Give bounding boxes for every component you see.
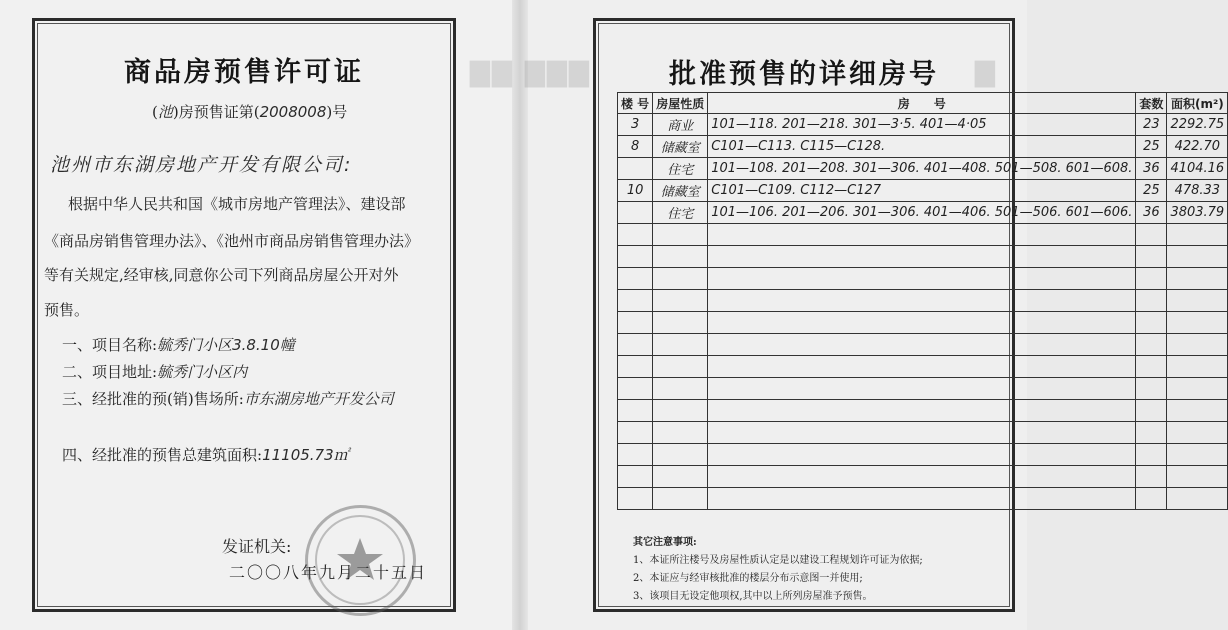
col-count: 套数 [1136,93,1167,114]
details-title: 批准预售的详细房号 [669,59,939,90]
empty-cell [708,312,1136,334]
col-area: 面积(m²) [1167,93,1228,114]
cell-building: 10 [618,180,653,202]
cell-type: 储藏室 [653,180,708,202]
empty-cell [1167,312,1228,334]
col-building: 楼 号 [618,93,653,114]
empty-cell [618,488,653,510]
table-header-row [618,93,1228,114]
body-line: 等有关规定,经审核,同意你公司下列商品房屋公开对外 [44,266,399,284]
empty-cell [1136,312,1167,334]
cell-area: 478.33 [1167,180,1228,202]
empty-cell [1136,224,1167,246]
table-row-empty [618,488,1228,510]
empty-cell [618,444,653,466]
empty-cell [653,312,708,334]
table-row-empty [618,334,1228,356]
cell-count: 25 [1136,180,1167,202]
empty-cell [708,246,1136,268]
cell-count: 36 [1136,202,1167,224]
empty-cell [1167,488,1228,510]
empty-cell [1136,444,1167,466]
empty-cell [1136,466,1167,488]
empty-cell [653,444,708,466]
table-row-empty [618,224,1228,246]
empty-cell [1136,268,1167,290]
empty-cell [708,444,1136,466]
notes-block [633,534,923,606]
seal-star-icon [308,508,413,613]
cell-rooms: C101—C109. C112—C127 [708,180,1136,202]
empty-cell [1136,488,1167,510]
empty-cell [708,224,1136,246]
cell-building: 3 [618,114,653,136]
cell-type: 住宅 [653,202,708,224]
certificate-number: (池)房预售证第(2008008)号 [152,103,348,121]
certificate-title: 商品房预售许可证 [124,57,364,88]
cell-count: 23 [1136,114,1167,136]
cell-area: 422.70 [1167,136,1228,158]
cell-rooms: 101—106. 201—206. 301—306. 401—406. 501—506. 601—606. [708,202,1136,224]
table-row-empty [618,268,1228,290]
empty-cell [708,466,1136,488]
table-row-empty [618,356,1228,378]
table-row-empty [618,290,1228,312]
body-line: 《商品房销售管理办法》、《池州市商品房销售管理办法》 [44,232,420,250]
table-row-empty [618,466,1228,488]
empty-cell [618,400,653,422]
item-project-address: 二、项目地址:毓秀门小区内 [62,363,248,381]
note-item: 3、该项目无设定他项权,其中以上所列房屋准予预售。 [633,591,873,602]
empty-cell [708,334,1136,356]
empty-cell [653,224,708,246]
empty-cell [618,466,653,488]
empty-cell [1167,268,1228,290]
empty-cell [618,356,653,378]
cell-area: 2292.75 [1167,114,1228,136]
cell-type: 储藏室 [653,136,708,158]
issue-date: 二〇〇八年九月二十五日 [229,563,428,582]
cell-count: 25 [1136,136,1167,158]
cell-building [618,158,653,180]
item-project-name: 一、项目名称:毓秀门小区3.8.10幢 [62,336,295,354]
table-row-empty [618,312,1228,334]
empty-cell [1167,466,1228,488]
cell-rooms: 101—108. 201—208. 301—306. 401—408. 501—508. 601—608. [708,158,1136,180]
empty-cell [1136,356,1167,378]
empty-cell [708,422,1136,444]
empty-cell [653,246,708,268]
empty-cell [653,334,708,356]
cell-building: 8 [618,136,653,158]
note-item: 2、本证应与经审核批准的楼层分布示意图一并使用; [633,573,863,584]
official-seal [305,505,416,616]
empty-cell [1167,224,1228,246]
body-line: 根据中华人民共和国《城市房地产管理法》、建设部 [68,195,406,213]
showthrough-text: ▇ [975,58,997,88]
empty-cell [1167,356,1228,378]
cell-rooms: 101—118. 201—218. 301—3·5. 401—4·05 [708,114,1136,136]
table-row [618,158,1228,180]
empty-cell [1167,246,1228,268]
empty-cell [1167,422,1228,444]
col-rooms: 房 号 [708,93,1136,114]
empty-cell [653,356,708,378]
empty-cell [708,378,1136,400]
empty-cell [618,290,653,312]
showthrough-text: ▇▇ ▇▇▇ [470,58,592,88]
cell-building [618,202,653,224]
cell-area: 3803.79 [1167,202,1228,224]
empty-cell [1136,290,1167,312]
table-row-empty [618,246,1228,268]
empty-cell [1136,246,1167,268]
body-line: 预售。 [44,301,90,319]
table-row [618,114,1228,136]
empty-cell [1167,400,1228,422]
empty-cell [708,400,1136,422]
empty-cell [618,378,653,400]
empty-cell [1136,378,1167,400]
cell-type: 住宅 [653,158,708,180]
issuing-authority-label: 发证机关: [222,537,292,556]
col-type: 房屋性质 [653,93,708,114]
empty-cell [1136,400,1167,422]
cell-area: 4104.16 [1167,158,1228,180]
empty-cell [618,312,653,334]
table-row-empty [618,378,1228,400]
cert-handwritten-prefix: 池 [157,103,173,121]
empty-cell [708,356,1136,378]
table-row-empty [618,444,1228,466]
empty-cell [653,378,708,400]
table-row-empty [618,422,1228,444]
empty-cell [653,268,708,290]
empty-cell [1167,444,1228,466]
table-row [618,180,1228,202]
company-name: 池州市东湖房地产开发有限公司: [50,154,353,176]
unit-table [617,92,1228,510]
empty-cell [708,268,1136,290]
empty-cell [1167,378,1228,400]
notes-title: 其它注意事项: [633,537,697,548]
cell-type: 商业 [653,114,708,136]
note-item: 1、本证所注楼号及房屋性质认定是以建设工程规划许可证为依据; [633,555,923,566]
item-sales-venue: 三、经批准的预(销)售场所:市东湖房地产开发公司 [62,390,394,408]
cert-handwritten-number: 2008008 [259,103,327,121]
table-row [618,202,1228,224]
empty-cell [653,488,708,510]
empty-cell [1136,422,1167,444]
table-row-empty [618,400,1228,422]
empty-cell [653,422,708,444]
item-total-area: 四、经批准的预售总建筑面积:11105.73㎡ [62,446,349,464]
empty-cell [653,400,708,422]
empty-cell [618,224,653,246]
empty-cell [653,290,708,312]
empty-cell [618,334,653,356]
empty-cell [618,268,653,290]
empty-cell [708,488,1136,510]
table-row [618,136,1228,158]
cell-count: 36 [1136,158,1167,180]
empty-cell [618,422,653,444]
cell-rooms: C101—C113. C115—C128. [708,136,1136,158]
empty-cell [653,466,708,488]
empty-cell [708,290,1136,312]
empty-cell [1167,334,1228,356]
page-fold [512,0,528,630]
empty-cell [1167,290,1228,312]
empty-cell [618,246,653,268]
empty-cell [1136,334,1167,356]
